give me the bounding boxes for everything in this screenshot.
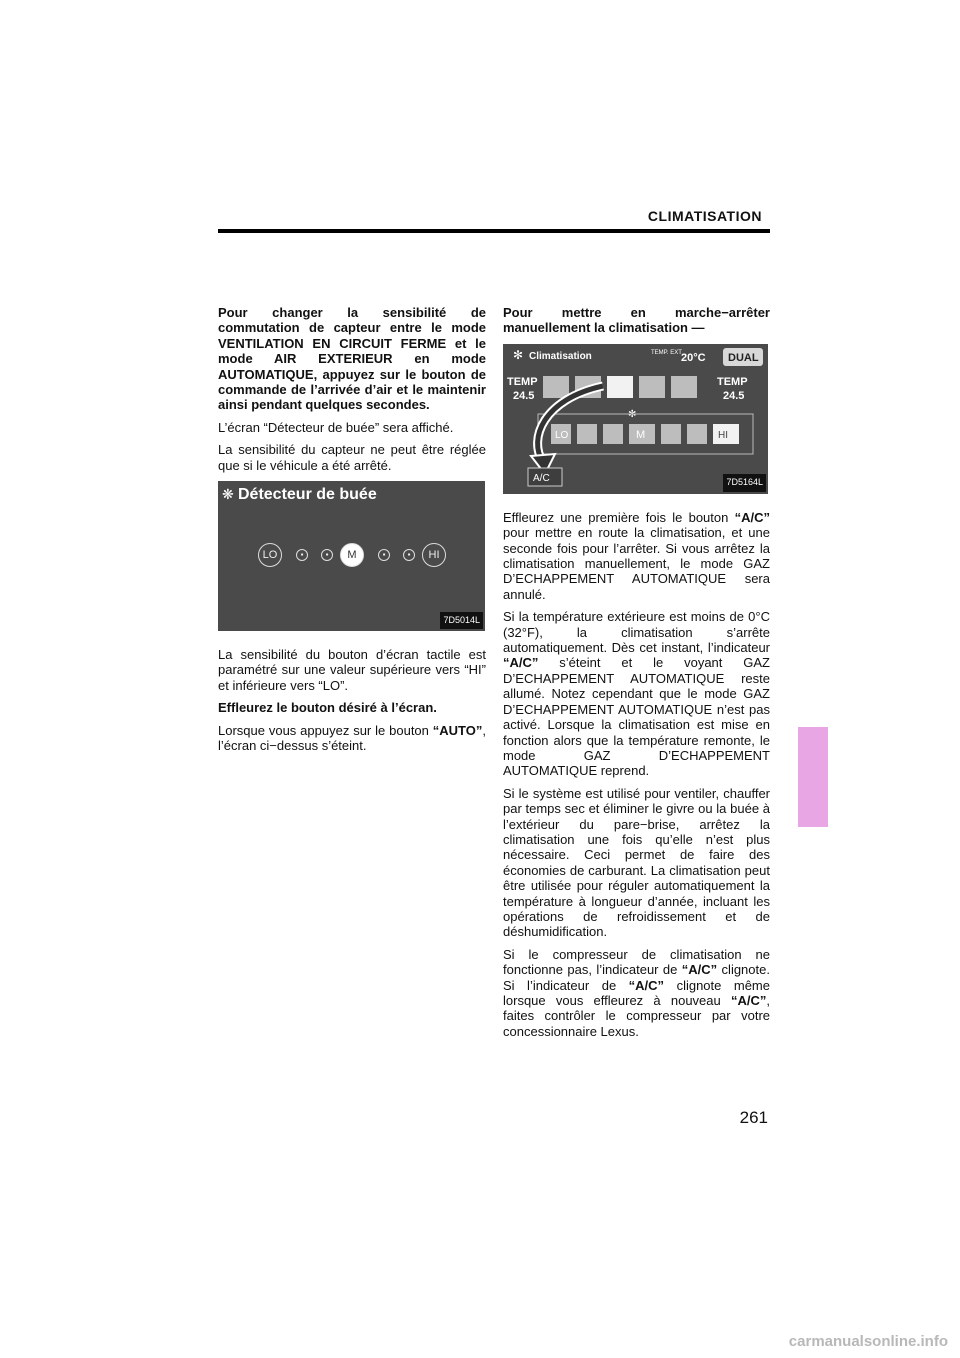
figure-code: 7D5014L — [440, 612, 483, 629]
auto-button-label: “AUTO” — [432, 722, 483, 738]
airflow-defrost-button[interactable] — [671, 376, 697, 398]
right-column — [503, 305, 770, 1046]
temp-ext-value: 20°C — [681, 351, 706, 364]
fog-detector-title: Détecteur de buée — [238, 486, 377, 504]
section-tab — [798, 727, 828, 827]
fog-icon: ❋ — [222, 486, 234, 503]
fan-m-label: M — [636, 428, 646, 441]
sensitivity-step-1[interactable]: ▪ — [296, 549, 308, 561]
fan-step-4[interactable] — [687, 424, 707, 444]
ac-manual-heading: Pour mettre en marche−arrêter manuellement la climatisation — — [503, 305, 770, 336]
dual-label: DUAL — [728, 351, 759, 364]
temp-left-label: TEMP — [507, 375, 538, 388]
header-rule — [218, 229, 770, 233]
left-column — [218, 305, 486, 761]
paragraph-ac-economy: Si le système est utilisé pour ventiler, chauffer par temps sec et éliminer le givre ou la buée à l’extérieur du pare−brise, arrêtez la climatisation une fois qu’elle n’est plus nécessaire. Ceci permet de faire des économies de carburant. La climatisation peut être utilisée pour réguler automatiquement la température à longueur d’année, incluant les opérations de refroidissement et de déshumidification. — [503, 785, 770, 940]
sensitivity-lo-button[interactable]: LO — [258, 543, 282, 567]
ac-button-label: A/C — [533, 472, 550, 484]
airflow-feet-defrost-button[interactable] — [639, 376, 665, 398]
fan-step-2[interactable] — [603, 424, 623, 444]
paragraph-ac-toggle: Effleurez une première fois le bouton “A/C” pour mettre en route la climatisation, et une seconde fois pour l’arrêter. Si vous arrêtez la climatisation manuellement, le mode GAZ D’ECHAPPEMENT AUTOMATIQUE sera annulé. — [503, 509, 770, 602]
sensitivity-m-button[interactable]: M — [340, 543, 364, 567]
climate-screen-drawing — [503, 344, 768, 494]
paragraph-sensitivity-condition: La sensibilité du capteur ne peut être réglée que si le véhicule a été arrêté. — [218, 442, 486, 473]
paragraph-ac-compressor: Si le compresseur de climatisation ne fonctionne pas, l’indicateur de “A/C” clignote. Si l’indicateur de “A/C” clignote même lorsque vous effleurez à nouveau “A/C”, faites contrôler le compresseur par votre concessionnaire Lexus. — [503, 946, 770, 1039]
temp-left-value: 24.5 — [513, 389, 535, 402]
sensitivity-step-4[interactable]: ▪ — [403, 549, 415, 561]
climate-screen-figure — [503, 344, 768, 494]
fan-speed-icon: ✻ — [628, 408, 637, 420]
figure-code: 7D5164L — [723, 474, 766, 491]
intro-paragraph: Pour changer la sensibilité de commutation de capteur entre le mode VENTILATION EN CIRCUIT FERME et le mode AIR EXTERIEUR en mode AUTOMATIQUE, appuyez sur le bouton de commande de l’arrivée d’air et le maintenir ainsi pendant quelques secondes. — [218, 305, 486, 413]
airflow-face-button[interactable] — [543, 376, 569, 398]
climate-title: Climatisation — [529, 350, 592, 362]
instruction-touch-button: Effleurez le bouton désiré à l’écran. — [218, 700, 437, 716]
sensitivity-step-3[interactable]: ▪ — [378, 549, 390, 561]
sensitivity-hi-button[interactable]: HI — [422, 543, 446, 567]
fan-icon: ✻ — [513, 347, 524, 362]
paragraph-ac-low-temperature: Si la température extérieure est moins de 0°C (32°F), la climatisation s’arrête automatiquement. Dès cet instant, l’indicateur “A/C” s’éteint et le voyant GAZ D’ECHAPPEMENT AUTOMATIQUE reste allumé. Notez cependant que le mode GAZ D’ECHAPPEMENT AUTOMATIQUE n’est pas activé. Lorsque la climatisation est mise en fonction alors que la température remonte, le mode GAZ D’ECHAPPEMENT AUTOMATIQUE reprend. — [503, 609, 770, 779]
fan-step-3[interactable] — [661, 424, 681, 444]
watermark-text: carmanualsonline.info — [788, 1333, 948, 1350]
page-number: 261 — [739, 1108, 768, 1127]
fan-lo-label: LO — [555, 429, 569, 441]
fan-hi-label: HI — [718, 429, 728, 441]
airflow-feet-button[interactable] — [607, 376, 633, 398]
temp-right-value: 24.5 — [723, 389, 745, 402]
temp-ext-label: TEMP. EXT — [651, 349, 682, 356]
fan-step-1[interactable] — [577, 424, 597, 444]
fog-detector-screen-figure — [218, 481, 485, 631]
sensitivity-step-2[interactable]: ▪ — [321, 549, 333, 561]
paragraph-sensitivity-range: La sensibilité du bouton d’écran tactile est paramétré sur une valeur supérieure vers “HI” et inférieure vers “LO”. — [218, 647, 486, 693]
temp-right-label: TEMP — [717, 375, 748, 388]
paragraph-screen-display: L’écran “Détecteur de buée” sera affiché. — [218, 419, 454, 435]
paragraph-auto-button: Lorsque vous appuyez sur le bouton “AUTO”, l’écran ci−dessus s’éteint. — [218, 722, 486, 754]
section-title: CLIMATISATION — [647, 208, 762, 224]
